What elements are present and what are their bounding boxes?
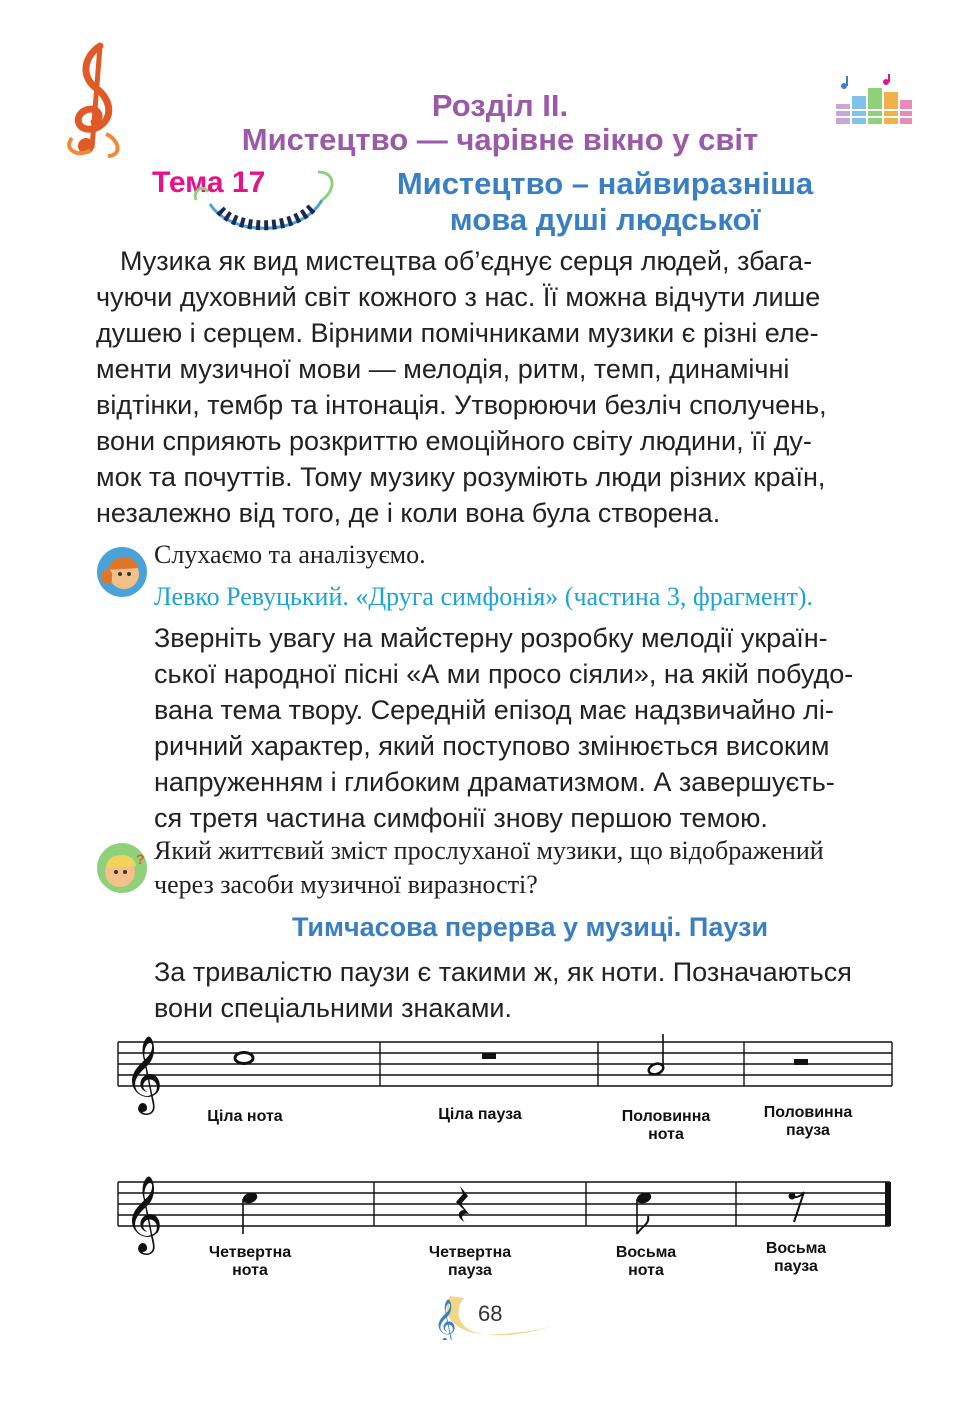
half-note-label: [606, 1108, 726, 1144]
label-line: нота: [628, 1262, 664, 1279]
piano-keys-icon: [190, 160, 340, 240]
label-line: Восьма: [615, 1244, 677, 1261]
intro-line: Музика як вид мистецтва об’єднує серця людей, збага-: [120, 246, 813, 276]
label-line: Четвертна: [428, 1244, 512, 1261]
svg-text:𝄞: 𝄞: [124, 1035, 164, 1112]
pauses-line: За тривалістю паузи є такими ж, як ноти. Позначаються: [154, 957, 852, 987]
label-line: Ціла пауза: [438, 1106, 522, 1123]
listen-heading: Слухаємо та аналізуємо.: [154, 540, 426, 569]
intro-paragraph: [96, 243, 890, 531]
quarter-rest-label: [410, 1244, 530, 1280]
label-line: пауза: [774, 1258, 818, 1275]
eighth-rest-label: [736, 1240, 856, 1276]
section-number: Розділ ІІ.: [431, 88, 569, 123]
listen-line: ської народної пісні «А ми просо сіяли», на якій побудо-: [154, 659, 854, 689]
label-line: пауза: [448, 1262, 492, 1279]
intro-line: мок та почуттів. Тому музику розуміють люди різних країн,: [96, 462, 826, 492]
question-line1: Який життєвий зміст прослуханої музики, що відображений: [154, 836, 824, 865]
question-line2: через засоби музичної виразності?: [154, 870, 538, 899]
label-line: нота: [648, 1126, 684, 1143]
theme-title-line2: мова душі людської: [449, 202, 761, 237]
svg-text:?: ?: [136, 851, 145, 867]
label-line: Половинна: [763, 1104, 853, 1121]
svg-text:𝄞: 𝄞: [434, 1299, 457, 1340]
intro-line: вони сприяють розкриттю емоційного світу людини, її ду-: [96, 426, 812, 456]
listen-line: Зверніть увагу на майстерну розробку мелодії україн-: [154, 623, 828, 653]
pauses-paragraph: [154, 954, 890, 1026]
eighth-note-label: [586, 1244, 706, 1280]
intro-line: чуючи духовний світ кожного з нас. Її можна відчути лише: [96, 282, 821, 312]
section-title: Мистецтво — чарівне вікно у світ: [241, 122, 759, 157]
label-line: пауза: [786, 1122, 830, 1139]
treble-clef-icon: [62, 38, 132, 158]
quarter-note-label: [190, 1244, 310, 1280]
label-line: нота: [232, 1262, 268, 1279]
listen-paragraph: [154, 620, 890, 836]
theme-label: Тема 17: [152, 166, 266, 199]
intro-line: відтінки, тембр та інтонація. Утворюючи безліч сполучень,: [96, 390, 827, 420]
half-rest-label: [748, 1104, 868, 1140]
whole-rest-label: [420, 1106, 540, 1124]
pauses-heading: Тимчасова перерва у музиці. Паузи: [291, 912, 769, 942]
listen-line: ричний характер, який поступово змінюється високим: [154, 731, 830, 761]
label-line: Четвертна: [208, 1244, 292, 1261]
thinking-child-icon: [96, 842, 148, 894]
label-line: Половинна: [621, 1108, 711, 1125]
label-line: Восьма: [765, 1240, 827, 1257]
intro-line: душею і серцем. Вірними помічниками музики є різні еле-: [96, 318, 819, 348]
svg-text:𝄞: 𝄞: [124, 1175, 164, 1252]
page-number: 68: [478, 1301, 503, 1326]
listen-line: вана тема твору. Середній епізод має надзвичайно лі-: [154, 695, 834, 725]
listen-line: ся третя частина симфонії знову першою темою.: [154, 803, 768, 833]
theme-title-line1: Мистецтво – найвиразніша: [396, 166, 814, 201]
music-staff-1: [110, 1026, 900, 1116]
headphones-child-icon: [96, 546, 148, 598]
music-blocks-icon: [834, 74, 914, 126]
listen-work-title: Левко Ревуцький. «Друга симфонія» (частина 3, фрагмент).: [154, 582, 813, 611]
whole-note-label: [185, 1108, 305, 1126]
label-line: Ціла нота: [207, 1108, 283, 1125]
listen-line: напруженням і глибоким драматизмом. А завершуєть-: [154, 767, 835, 797]
pauses-line: вони спеціальними знаками.: [154, 993, 513, 1023]
intro-line: менти музичної мови — мелодія, ритм, темп, динамічні: [96, 354, 790, 384]
treble-clef-icon: [434, 1296, 462, 1340]
intro-line: незалежно від того, де і коли вона була створена.: [96, 498, 721, 528]
